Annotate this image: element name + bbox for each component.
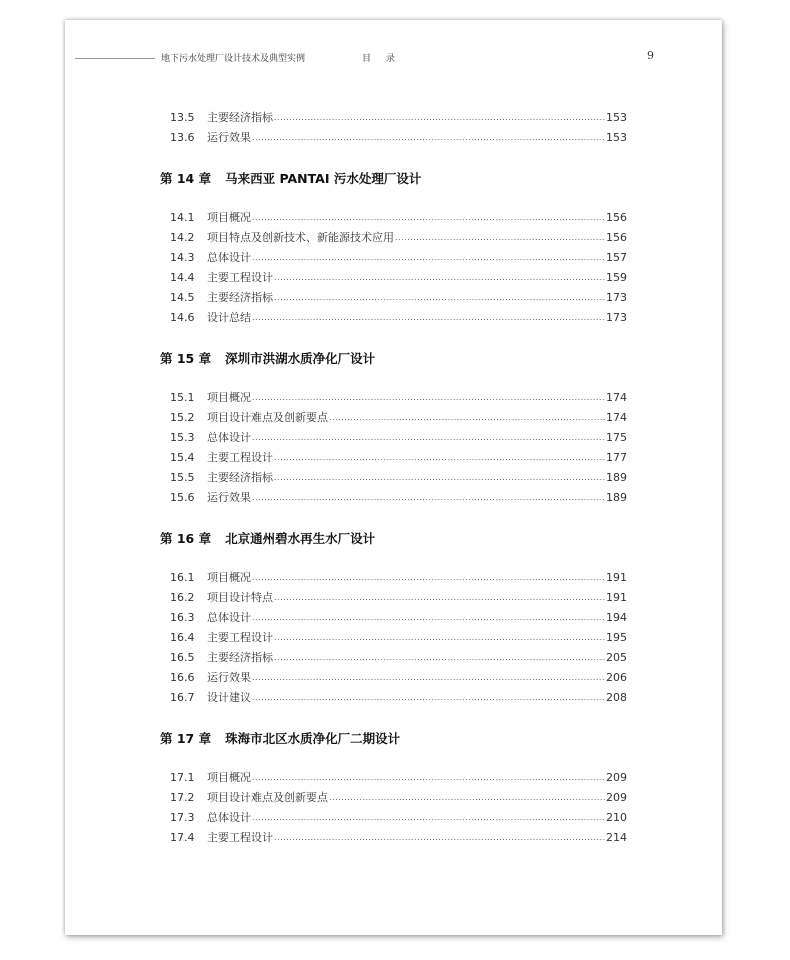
entry-title: 项目设计难点及创新要点	[207, 411, 328, 424]
toc-entry[interactable]	[160, 448, 627, 468]
dot-leader	[274, 828, 605, 848]
dot-leader	[252, 308, 605, 328]
entry-title: 总体设计	[207, 251, 251, 264]
chapter-label: 第 15 章	[160, 351, 212, 366]
entry-number: 14.3	[170, 251, 195, 264]
entry-title: 项目设计难点及创新要点	[207, 791, 328, 804]
entry-number: 16.7	[170, 691, 195, 704]
entry-page: 174	[606, 411, 627, 424]
toc-entry[interactable]	[160, 228, 627, 248]
chapter-heading[interactable]	[160, 729, 627, 749]
toc-entry[interactable]	[160, 428, 627, 448]
table-of-contents	[160, 108, 627, 848]
entry-title: 项目设计特点	[207, 591, 273, 604]
dot-leader	[252, 428, 605, 448]
dot-leader	[274, 108, 605, 128]
chapter-title: 北京通州碧水再生水厂设计	[225, 531, 376, 546]
entry-number: 17.1	[170, 771, 195, 784]
dot-leader	[252, 208, 605, 228]
entry-page: 153	[606, 111, 627, 124]
chapter-label: 第 16 章	[160, 531, 212, 546]
entry-title: 运行效果	[207, 131, 251, 144]
entry-title: 总体设计	[207, 431, 251, 444]
entry-title: 设计总结	[207, 311, 251, 324]
entry-page: 206	[606, 671, 627, 684]
entry-page: 156	[606, 211, 627, 224]
entry-number: 16.2	[170, 591, 195, 604]
toc-entry[interactable]	[160, 568, 627, 588]
entry-number: 17.3	[170, 811, 195, 824]
entry-number: 16.3	[170, 611, 195, 624]
entry-number: 14.6	[170, 311, 195, 324]
entry-page: 209	[606, 771, 627, 784]
dot-leader	[274, 288, 605, 308]
toc-entry[interactable]	[160, 108, 627, 128]
section-title: 目 录	[362, 54, 401, 64]
entry-title: 设计建议	[207, 691, 251, 704]
entry-title: 项目概况	[207, 571, 251, 584]
toc-entry[interactable]	[160, 288, 627, 308]
toc-entry[interactable]	[160, 668, 627, 688]
toc-entry[interactable]	[160, 808, 627, 828]
entry-number: 15.1	[170, 391, 195, 404]
entry-number: 14.1	[170, 211, 195, 224]
dot-leader	[252, 128, 605, 148]
dot-leader	[252, 488, 605, 508]
entry-title: 主要经济指标	[207, 111, 273, 124]
entry-number: 13.5	[170, 111, 195, 124]
toc-entry[interactable]	[160, 388, 627, 408]
running-header	[65, 50, 722, 66]
dot-leader	[274, 448, 605, 468]
dot-leader	[252, 768, 605, 788]
dot-leader	[274, 588, 605, 608]
dot-leader	[395, 228, 605, 248]
dot-leader	[252, 568, 605, 588]
entry-number: 15.2	[170, 411, 195, 424]
entry-number: 13.6	[170, 131, 195, 144]
entry-page: 189	[606, 491, 627, 504]
entry-page: 173	[606, 291, 627, 304]
toc-entry[interactable]	[160, 608, 627, 628]
entry-page: 214	[606, 831, 627, 844]
dot-leader	[252, 608, 605, 628]
entry-title: 项目概况	[207, 211, 251, 224]
entry-number: 14.4	[170, 271, 195, 284]
chapter-label: 第 14 章	[160, 171, 212, 186]
entry-title: 运行效果	[207, 671, 251, 684]
entry-number: 16.6	[170, 671, 195, 684]
entry-page: 208	[606, 691, 627, 704]
entry-page: 191	[606, 591, 627, 604]
dot-leader	[252, 388, 605, 408]
dot-leader	[252, 688, 605, 708]
dot-leader	[274, 628, 605, 648]
dot-leader	[329, 788, 605, 808]
toc-entry[interactable]	[160, 788, 627, 808]
entry-title: 主要工程设计	[207, 271, 273, 284]
entry-title: 项目特点及创新技术、新能源技术应用	[207, 231, 394, 244]
entry-page: 195	[606, 631, 627, 644]
entry-page: 194	[606, 611, 627, 624]
entry-page: 209	[606, 791, 627, 804]
entry-page: 153	[606, 131, 627, 144]
entry-number: 16.5	[170, 651, 195, 664]
toc-entry[interactable]	[160, 588, 627, 608]
dot-leader	[252, 808, 605, 828]
entry-page: 175	[606, 431, 627, 444]
page-number: 9	[647, 49, 654, 62]
chapter-heading[interactable]	[160, 349, 627, 369]
toc-entry[interactable]	[160, 408, 627, 428]
entry-number: 16.1	[170, 571, 195, 584]
toc-entry[interactable]	[160, 128, 627, 148]
chapter-heading[interactable]	[160, 169, 627, 189]
entry-number: 15.4	[170, 451, 195, 464]
dot-leader	[252, 668, 605, 688]
entry-title: 总体设计	[207, 611, 251, 624]
chapter-title: 深圳市洪湖水质净化厂设计	[225, 351, 376, 366]
entry-page: 173	[606, 311, 627, 324]
entry-page: 159	[606, 271, 627, 284]
chapter-heading[interactable]	[160, 529, 627, 549]
dot-leader	[274, 648, 605, 668]
entry-page: 191	[606, 571, 627, 584]
toc-entry[interactable]	[160, 688, 627, 708]
entry-title: 项目概况	[207, 391, 251, 404]
entry-page: 210	[606, 811, 627, 824]
chapter-title: 珠海市北区水质净化厂二期设计	[225, 731, 401, 746]
book-title: 地下污水处理厂设计技术及典型实例	[161, 54, 306, 64]
header-rule	[75, 58, 155, 59]
toc-entry[interactable]	[160, 248, 627, 268]
entry-title: 运行效果	[207, 491, 251, 504]
toc-entry[interactable]	[160, 208, 627, 228]
entry-page: 157	[606, 251, 627, 264]
toc-entry[interactable]	[160, 308, 627, 328]
entry-title: 主要工程设计	[207, 451, 273, 464]
toc-entry[interactable]	[160, 268, 627, 288]
entry-page: 205	[606, 651, 627, 664]
dot-leader	[329, 408, 605, 428]
entry-number: 17.2	[170, 791, 195, 804]
dot-leader	[274, 468, 605, 488]
chapter-label: 第 17 章	[160, 731, 212, 746]
entry-page: 174	[606, 391, 627, 404]
entry-number: 15.6	[170, 491, 195, 504]
entry-title: 主要经济指标	[207, 651, 273, 664]
entry-number: 14.2	[170, 231, 195, 244]
entry-title: 主要工程设计	[207, 631, 273, 644]
toc-entry[interactable]	[160, 768, 627, 788]
toc-entry[interactable]	[160, 488, 627, 508]
entry-page: 156	[606, 231, 627, 244]
dot-leader	[274, 268, 605, 288]
entry-page: 189	[606, 471, 627, 484]
entry-title: 主要经济指标	[207, 291, 273, 304]
toc-entry[interactable]	[160, 628, 627, 648]
entry-page: 177	[606, 451, 627, 464]
entry-title: 主要工程设计	[207, 831, 273, 844]
entry-title: 主要经济指标	[207, 471, 273, 484]
entry-title: 总体设计	[207, 811, 251, 824]
entry-number: 15.5	[170, 471, 195, 484]
document-page	[65, 20, 722, 935]
entry-title: 项目概况	[207, 771, 251, 784]
toc-entry[interactable]	[160, 828, 627, 848]
entry-number: 14.5	[170, 291, 195, 304]
entry-number: 16.4	[170, 631, 195, 644]
dot-leader	[252, 248, 605, 268]
entry-number: 15.3	[170, 431, 195, 444]
entry-number: 17.4	[170, 831, 195, 844]
toc-entry[interactable]	[160, 648, 627, 668]
toc-entry[interactable]	[160, 468, 627, 488]
chapter-title: 马来西亚 PANTAI 污水处理厂设计	[225, 171, 422, 186]
